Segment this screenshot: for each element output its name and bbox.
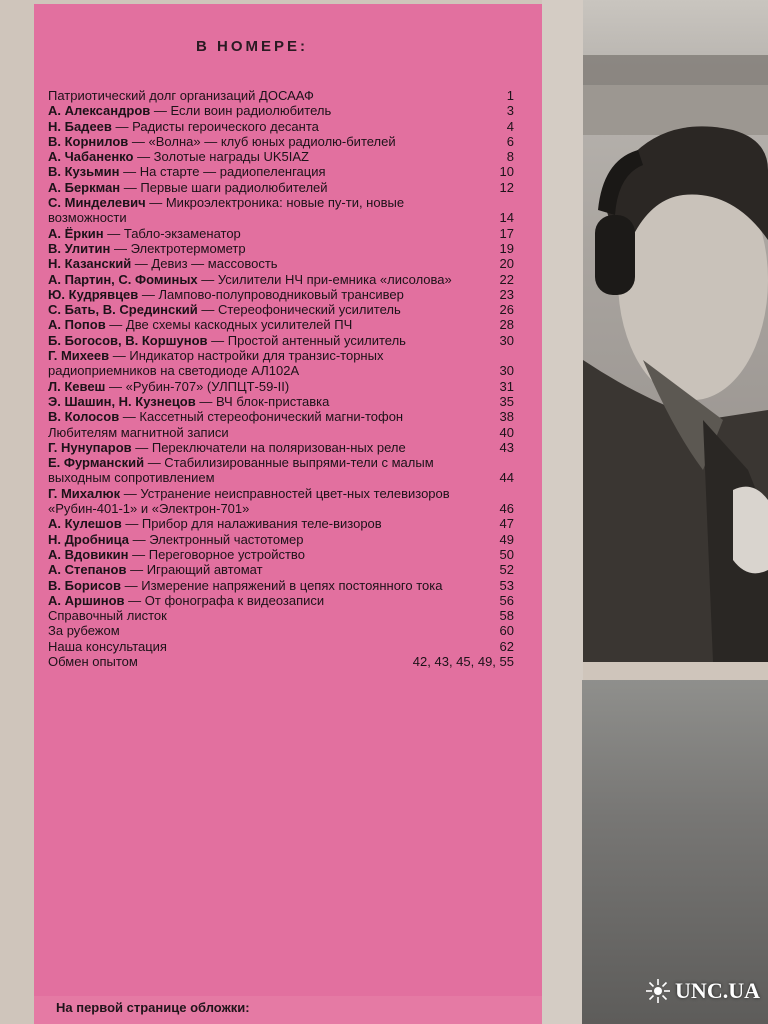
toc-entry-title: — Стереофонический усилитель bbox=[197, 302, 401, 318]
toc-entry-author: Г. Михеев bbox=[48, 348, 110, 364]
toc-entry-author: А. Партин, С. Фоминых bbox=[48, 271, 198, 287]
toc-entry-page: 50 bbox=[499, 546, 514, 562]
toc-entry-page: 38 bbox=[499, 409, 514, 425]
toc-entry-author: А. Вдовикин bbox=[48, 546, 129, 562]
toc-entry-page: 14 bbox=[499, 210, 514, 226]
toc-entry-author: Б. Богосов, В. Коршунов bbox=[48, 332, 208, 348]
toc-entry bbox=[48, 608, 514, 623]
toc-entry bbox=[48, 149, 514, 164]
toc-entry-title: — Устранение неисправностей цвет-ных телевизоров «Рубин-401-1» и «Электрон-701» bbox=[48, 485, 450, 517]
toc-entry-author: В. Борисов bbox=[48, 577, 121, 593]
toc-entry-page: 56 bbox=[499, 592, 514, 608]
toc-entry-page: 44 bbox=[499, 470, 514, 486]
toc-entry-page: 26 bbox=[499, 302, 514, 318]
toc-entry-title: — Золотые награды UK5IAZ bbox=[133, 149, 309, 165]
toc-entry-title: Наша консультация bbox=[48, 638, 167, 654]
toc-entry bbox=[48, 317, 514, 332]
toc-entry-title: — Индикатор настройки для транзис-торных радиоприемников на светодиоде АЛ102А bbox=[48, 348, 384, 379]
toc-entry-page: 40 bbox=[499, 424, 514, 440]
toc-entry-page: 30 bbox=[499, 363, 514, 379]
toc-entry-title: — Стабилизированные выпрями-тели с малым выходным сопротивлением bbox=[48, 455, 434, 486]
toc-entry-page: 30 bbox=[499, 332, 514, 348]
toc-entry-page: 52 bbox=[499, 562, 514, 578]
toc-entry bbox=[48, 103, 514, 118]
toc-entry-title: — «Волна» — клуб юных радиолю-бителей bbox=[128, 133, 396, 149]
watermark-text: UNC.UA bbox=[675, 978, 760, 1003]
toc-entry-author: Л. Кевеш bbox=[48, 378, 106, 394]
toc-entry-author: В. Колосов bbox=[48, 409, 120, 425]
cover-caption: На первой странице обложки: bbox=[56, 1000, 250, 1015]
toc-entry-author: В. Кузьмин bbox=[48, 164, 120, 180]
toc-entry bbox=[48, 379, 514, 394]
toc-entry-title: — «Рубин-707» (УЛПЦТ-59-II) bbox=[105, 378, 290, 394]
toc-entry bbox=[48, 639, 514, 654]
toc-entry-author: Э. Шашин, Н. Кузнецов bbox=[48, 393, 196, 409]
toc-entry bbox=[48, 164, 514, 179]
toc-entry bbox=[48, 409, 514, 424]
toc-entry-title: — Электротермометр bbox=[110, 240, 246, 256]
toc-entry-title: За рубежом bbox=[48, 623, 120, 639]
contents-heading: В НОМЕРЕ: bbox=[196, 38, 309, 55]
toc-entry-title: Справочный листок bbox=[48, 608, 167, 624]
toc-entry bbox=[48, 486, 514, 517]
toc-entry bbox=[48, 119, 514, 134]
toc-entry-author: А. Беркман bbox=[48, 179, 121, 195]
toc-entry bbox=[48, 593, 514, 608]
toc-entry-title: — Первые шаги радиолюбителей bbox=[120, 179, 328, 195]
toc-entry-page: 4 bbox=[506, 118, 514, 134]
toc-entry-page: 3 bbox=[506, 103, 514, 119]
toc-entry bbox=[48, 256, 514, 271]
toc-entry-page: 28 bbox=[499, 317, 514, 333]
photo-lower bbox=[582, 680, 768, 1024]
toc-entry-page: 43 bbox=[499, 439, 514, 455]
toc-entry-author: Н. Дробница bbox=[48, 531, 130, 547]
toc-entry bbox=[48, 241, 514, 256]
toc-entry bbox=[48, 272, 514, 287]
toc-entry bbox=[48, 532, 514, 547]
toc-entry bbox=[48, 287, 514, 302]
toc-entry-author: В. Корнилов bbox=[48, 133, 129, 149]
toc-entry-page: 6 bbox=[506, 133, 514, 149]
toc-entry bbox=[48, 440, 514, 455]
toc-entry bbox=[48, 226, 514, 241]
toc-entry-page: 60 bbox=[499, 623, 514, 639]
toc-entry bbox=[48, 180, 514, 195]
toc-entry-title: Патриотический долг организаций ДОСААФ bbox=[48, 88, 314, 103]
toc-entry-page: 8 bbox=[506, 149, 514, 165]
toc-entry-page: 42, 43, 45, 49, 55 bbox=[412, 653, 514, 669]
toc-entry-title: — Если воин радиолюбитель bbox=[150, 103, 332, 119]
toc-entry-author: Н. Бадеев bbox=[48, 118, 112, 134]
toc-entry bbox=[48, 455, 514, 486]
toc-entry-page: 53 bbox=[499, 577, 514, 593]
toc-entry-title: — Микроэлектроника: новые пу-ти, новые возможности bbox=[48, 195, 405, 226]
toc-entry-page: 20 bbox=[499, 256, 514, 272]
toc-entry-author: Ю. Кудрявцев bbox=[48, 286, 139, 302]
watermark-logo bbox=[645, 978, 760, 1004]
toc-entry bbox=[48, 654, 514, 669]
toc-entry-page: 62 bbox=[499, 638, 514, 654]
toc-entry-title: — На старте — радиопеленгация bbox=[119, 164, 326, 180]
toc-entry-title: — ВЧ блок-приставка bbox=[195, 393, 330, 409]
toc-entry-page: 12 bbox=[499, 179, 514, 195]
toc-entry bbox=[48, 425, 514, 440]
toc-entry-page: 49 bbox=[499, 531, 514, 547]
toc-entry-title: — Две схемы каскодных усилителей ПЧ bbox=[105, 317, 353, 333]
toc-entry-title: — Радисты героического десанта bbox=[111, 118, 319, 134]
toc-entry-page: 23 bbox=[499, 286, 514, 302]
toc-entry-title: — Девиз — массовость bbox=[131, 256, 278, 272]
toc-entry-title: — Лампово-полупроводниковый трансивер bbox=[138, 286, 404, 302]
toc-entry bbox=[48, 88, 514, 103]
toc-entry-page: 31 bbox=[499, 378, 514, 394]
photo-radio-operator bbox=[583, 0, 768, 662]
toc-entry-title: Обмен опытом bbox=[48, 653, 138, 669]
toc-entry bbox=[48, 348, 514, 379]
toc-entry-title: — Простой антенный усилитель bbox=[207, 332, 406, 348]
toc-entry-page: 46 bbox=[499, 501, 514, 517]
toc-entry bbox=[48, 623, 514, 638]
toc-entry-title: — От фонографа к видеозаписи bbox=[124, 592, 325, 608]
toc-entry bbox=[48, 547, 514, 562]
toc-entry-author: А. Аршинов bbox=[48, 592, 125, 608]
toc-entry bbox=[48, 134, 514, 149]
toc-entry-author: Г. Михалюк bbox=[48, 485, 121, 501]
toc-entry-page: 10 bbox=[499, 164, 514, 180]
toc-entry-page: 47 bbox=[499, 516, 514, 532]
toc-entry-author: А. Попов bbox=[48, 317, 106, 333]
toc-entry-title: — Усилители НЧ при-емника «лисолова» bbox=[197, 271, 452, 287]
toc-entry bbox=[48, 333, 514, 348]
toc-entry-author: В. Улитин bbox=[48, 240, 111, 256]
toc-entry-author: Н. Казанский bbox=[48, 256, 132, 272]
toc-entry-author: А. Александров bbox=[48, 103, 151, 119]
toc-entry-page: 58 bbox=[499, 608, 514, 624]
toc-entry-author: Г. Нунупаров bbox=[48, 439, 132, 455]
toc-entry-author: А. Степанов bbox=[48, 562, 127, 578]
toc-entry-author: Е. Фурманский bbox=[48, 455, 145, 471]
toc-entry-title: — Играющий автомат bbox=[126, 562, 263, 578]
toc-entry-page: 35 bbox=[499, 393, 514, 409]
toc-entry-title: — Электронный частотомер bbox=[129, 531, 304, 547]
toc-entry-author: А. Кулешов bbox=[48, 516, 122, 532]
toc-entry-author: А. Ёркин bbox=[48, 225, 104, 241]
toc-entry bbox=[48, 195, 514, 226]
toc-entry-page: 22 bbox=[499, 271, 514, 287]
sun-icon bbox=[645, 978, 671, 1004]
toc-entry bbox=[48, 302, 514, 317]
page-gutter bbox=[542, 0, 583, 1024]
toc-entry-page: 17 bbox=[499, 225, 514, 241]
toc-entry-page: 1 bbox=[506, 88, 514, 103]
toc-entry-title: — Измерение напряжений в цепях постоянного тока bbox=[121, 577, 443, 593]
toc-entry-title: — Кассетный стереофонический магни-тофон bbox=[119, 409, 404, 425]
toc-entry-title: — Прибор для налаживания теле-визоров bbox=[121, 516, 382, 532]
toc-entry-page: 19 bbox=[499, 240, 514, 256]
toc-entry-author: А. Чабаненко bbox=[48, 149, 134, 165]
table-of-contents bbox=[48, 88, 514, 669]
toc-entry-title: Любителям магнитной записи bbox=[48, 424, 229, 440]
toc-entry bbox=[48, 578, 514, 593]
toc-entry-author: С. Бать, В. Срединский bbox=[48, 302, 198, 318]
toc-entry-author: С. Минделевич bbox=[48, 195, 146, 211]
toc-entry-title: — Табло-экзаменатор bbox=[103, 225, 241, 241]
toc-entry bbox=[48, 516, 514, 531]
toc-entry bbox=[48, 394, 514, 409]
toc-entry bbox=[48, 562, 514, 577]
toc-entry-title: — Переключатели на поляризован-ных реле bbox=[131, 439, 406, 455]
toc-entry-title: — Переговорное устройство bbox=[128, 546, 305, 562]
